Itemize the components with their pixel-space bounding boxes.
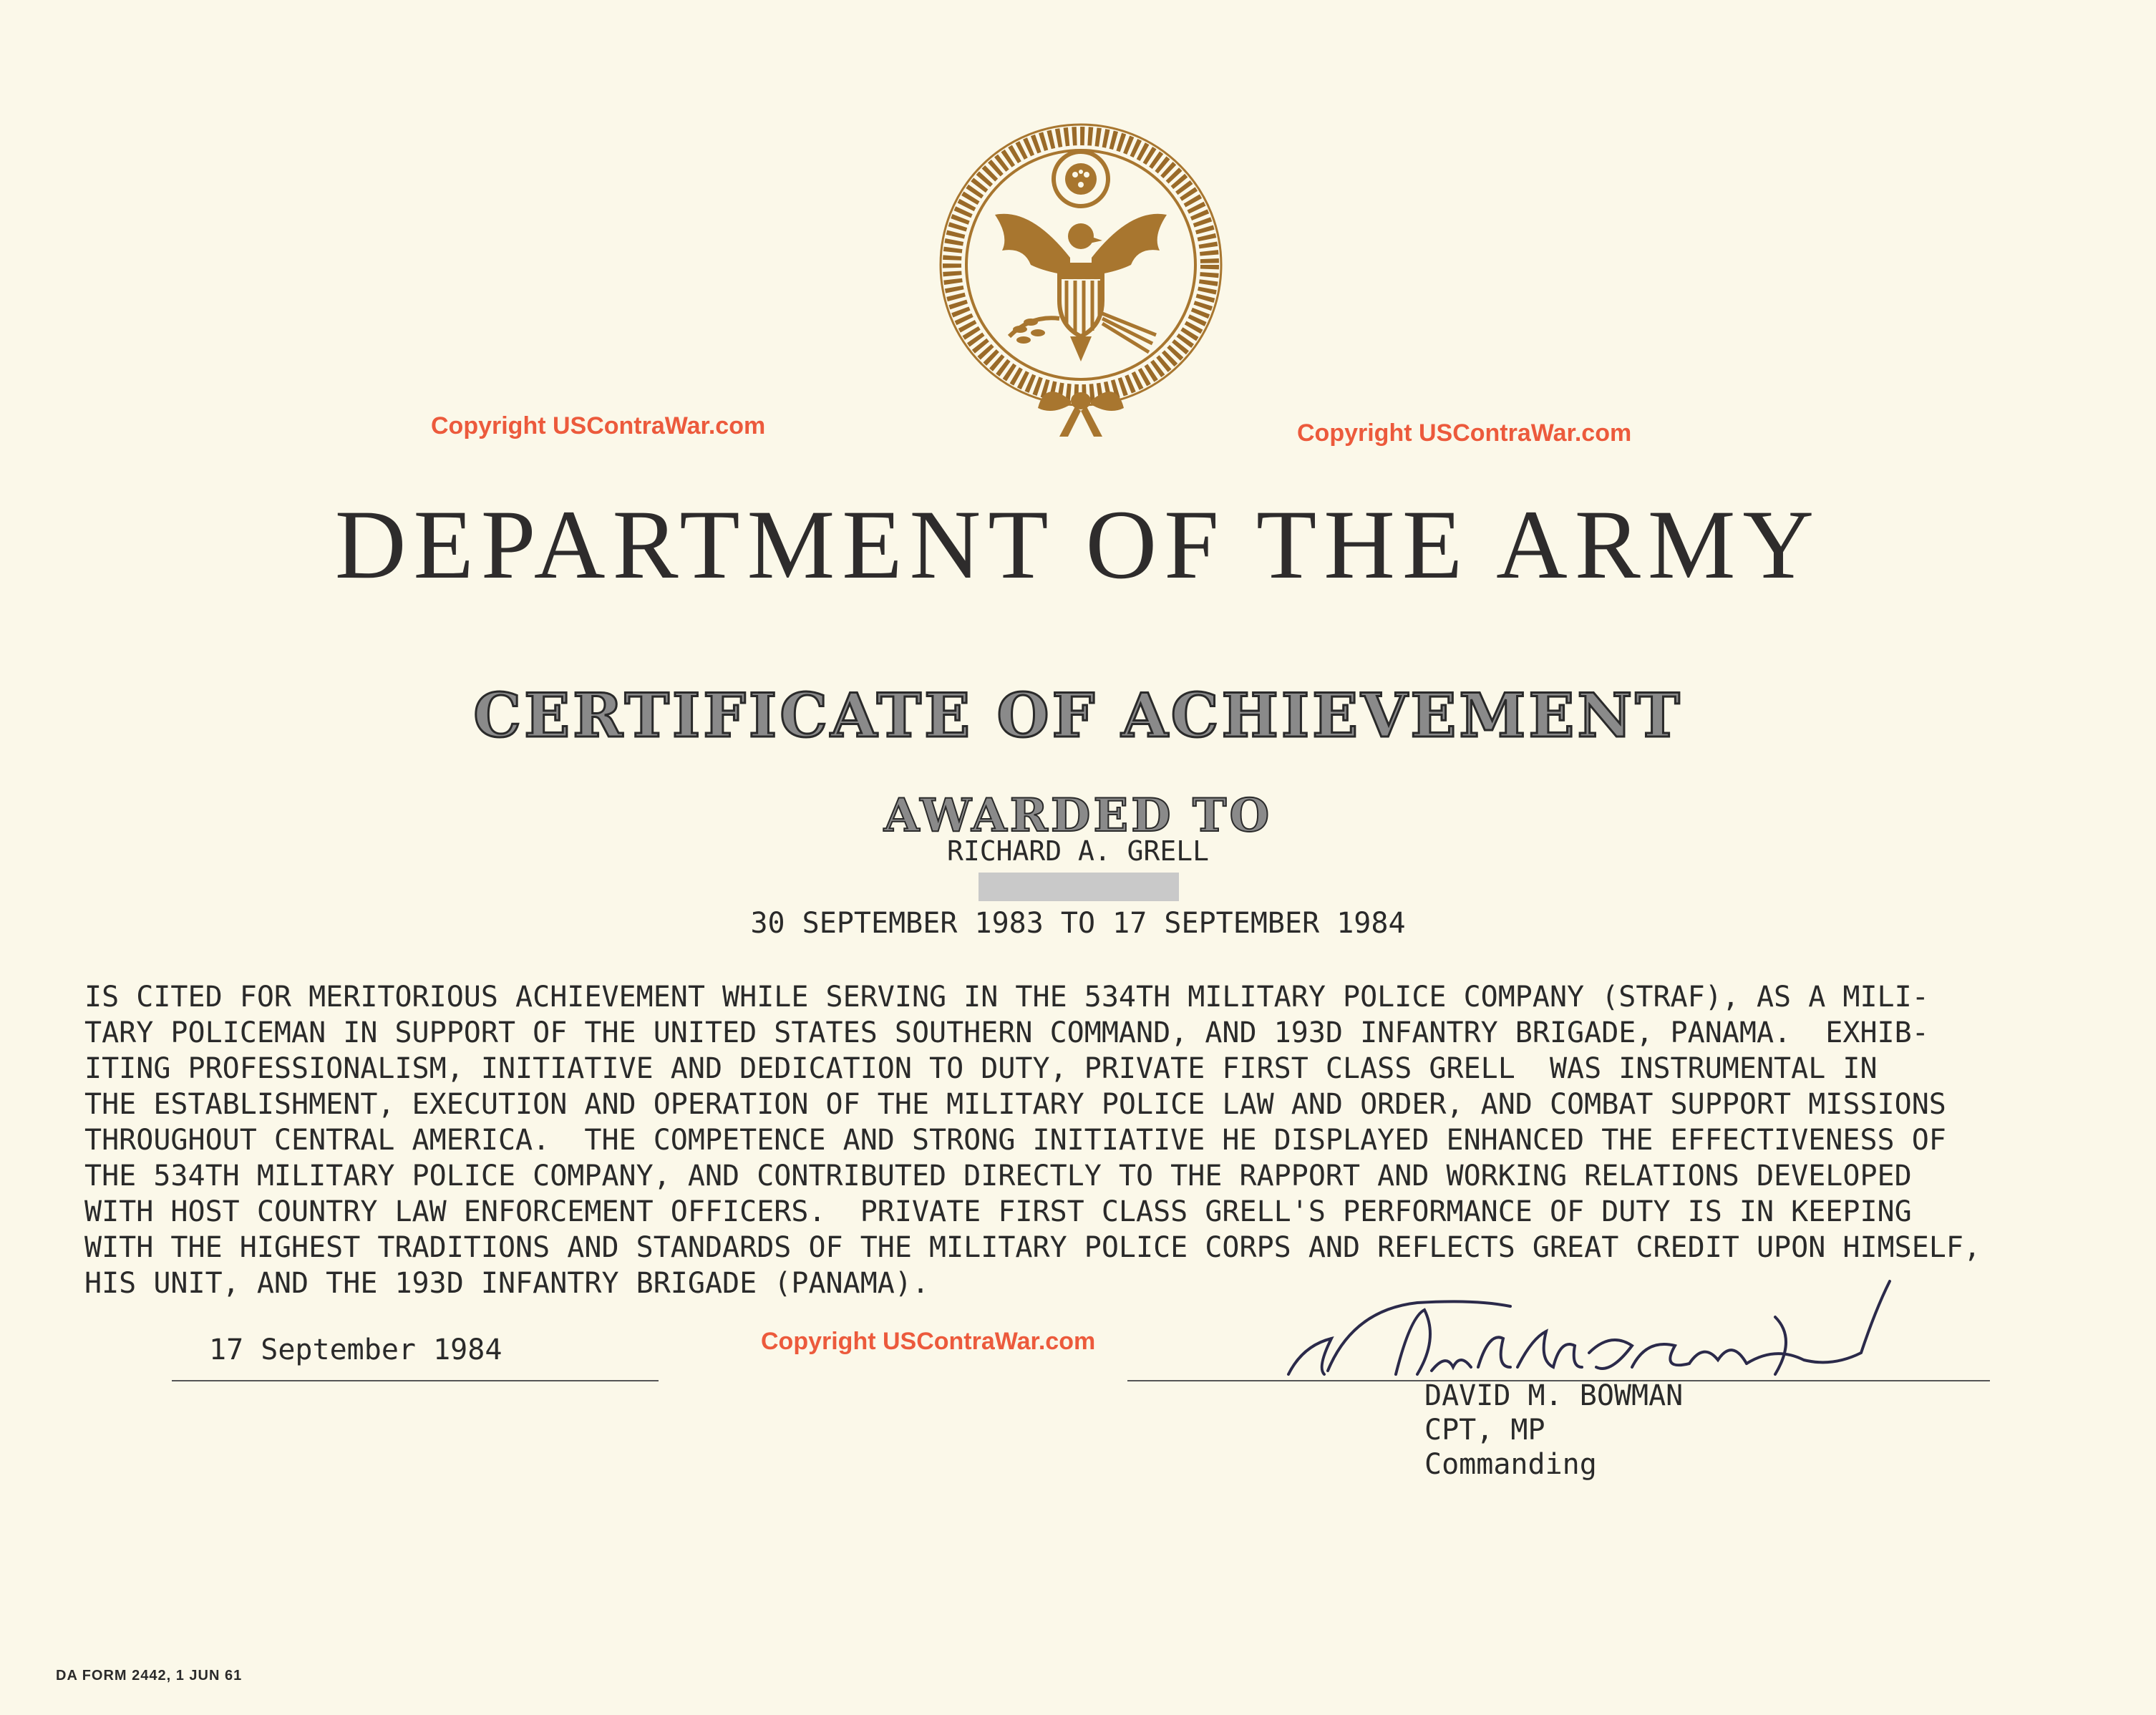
citation-line: WITH HOST COUNTRY LAW ENFORCEMENT OFFICERS. PRIVATE FIRST CLASS GRELL'S PERFORMANCE OF DUTY IS IN KEEPING (84, 1195, 1912, 1228)
service-period: 30 SEPTEMBER 1983 TO 17 SEPTEMBER 1984 (750, 907, 1406, 940)
recipient-name: RICHARD A. GRELL (946, 835, 1210, 867)
citation-line: IS CITED FOR MERITORIOUS ACHIEVEMENT WHILE SERVING IN THE 534TH MILITARY POLICE COMPANY (STRAF), AS A MILI- (84, 981, 1929, 1014)
signer-rank: CPT, MP (1424, 1414, 1545, 1447)
copyright-watermark: Copyright USContraWar.com (761, 1328, 1096, 1355)
awarded-to-label: AWARDED TO (883, 789, 1273, 842)
signer-name: DAVID M. BOWMAN (1424, 1379, 1684, 1412)
copyright-watermark: Copyright USContraWar.com (431, 412, 766, 439)
citation-line: WITH THE HIGHEST TRADITIONS AND STANDARDS OF THE MILITARY POLICE CORPS AND REFLECTS GREAT CREDIT UPON HIMSELF, (84, 1231, 1981, 1264)
citation-line: TARY POLICEMAN IN SUPPORT OF THE UNITED STATES SOUTHERN COMMAND, AND 193D INFANTRY BRIGADE, PANAMA. EXHIB- (84, 1016, 1929, 1049)
army-eagle-seal-icon (923, 122, 1238, 437)
signer-title: Commanding (1424, 1448, 1597, 1481)
citation-line: THROUGHOUT CENTRAL AMERICA. THE COMPETENCE AND STRONG INITIATIVE HE DISPLAYED ENHANCED THE EFFECTIVENESS OF (84, 1124, 1946, 1157)
date-underline (172, 1380, 659, 1381)
citation-line: HIS UNIT, AND THE 193D INFANTRY BRIGADE (PANAMA). (84, 1267, 930, 1300)
citation-line: ITING PROFESSIONALISM, INITIATIVE AND DEDICATION TO DUTY, PRIVATE FIRST CLASS GRELL WAS INSTRUMENTAL IN (84, 1052, 1878, 1085)
certificate-title: CERTIFICATE OF ACHIEVEMENT (473, 680, 1683, 751)
copyright-watermark: Copyright USContraWar.com (1297, 419, 1632, 447)
citation-line: THE ESTABLISHMENT, EXECUTION AND OPERATION OF THE MILITARY POLICE LAW AND ORDER, AND COMBAT SUPPORT MISSIONS (84, 1088, 1946, 1121)
form-identifier: DA FORM 2442, 1 JUN 61 (56, 1668, 243, 1684)
award-date: 17 September 1984 (209, 1333, 502, 1366)
redaction-box (979, 873, 1179, 901)
citation-text (84, 979, 2089, 1301)
signer-block (1424, 1379, 1683, 1482)
citation-line: THE 534TH MILITARY POLICE COMPANY, AND CONTRIBUTED DIRECTLY TO THE RAPPORT AND WORKING RELATIONS DEVELOPED (84, 1160, 1912, 1192)
department-heading: DEPARTMENT OF THE ARMY (334, 490, 1822, 599)
